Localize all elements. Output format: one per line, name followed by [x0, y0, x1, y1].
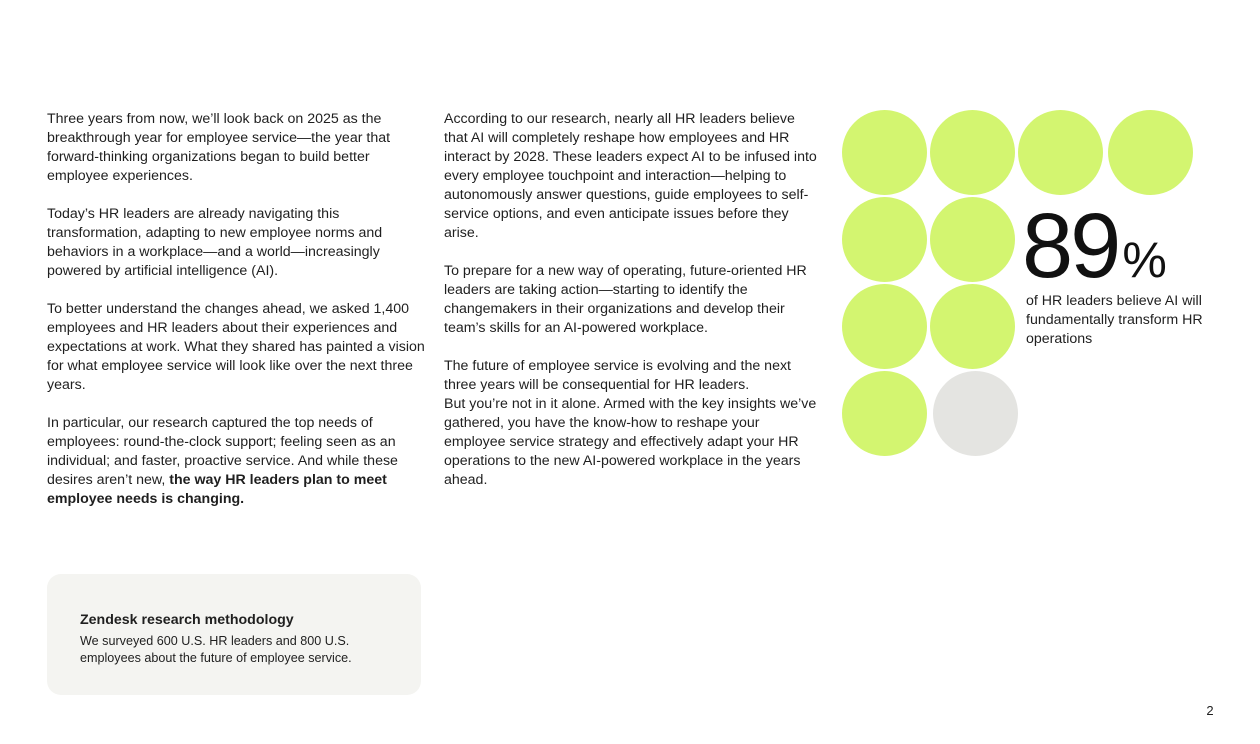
paragraph-text: In particular, our research captured the top needs of employees: round-the-clock support; feeling seen as an individual; and faster, proactive service. And while these desires aren’t new,	[47, 415, 398, 488]
stat-caption: of HR leaders believe AI will fundamentally transform HR operations	[1026, 293, 1203, 347]
filled-dot	[842, 197, 927, 282]
paragraph: Today’s HR leaders are already navigating this transformation, adapting to new employee norms and behaviors in a workplace—and a world—increasingly powered by artificial intelligence (AI).	[47, 206, 383, 279]
filled-dot	[930, 110, 1015, 195]
filled-dot	[842, 371, 927, 456]
paragraph-line: The future of employee service is evolving and the next three years will be consequential for HR leaders.	[444, 358, 791, 393]
filled-dot	[842, 110, 927, 195]
paragraph	[47, 414, 425, 509]
intro-column-middle	[444, 110, 822, 509]
stat-value	[1022, 195, 1167, 306]
filled-dot	[842, 284, 927, 369]
methodology-body: We surveyed 600 U.S. HR leaders and 800 U.S. employees about the future of employee service.	[80, 634, 352, 665]
paragraph: To better understand the changes ahead, we asked 1,400 employees and HR leaders about their experiences and expectations at work. What they shared has painted a vision for what employee service will look like over the next three years.	[47, 301, 425, 393]
intro-column-left	[47, 110, 425, 528]
methodology-title: Zendesk research methodology	[80, 612, 294, 628]
filled-dot	[930, 197, 1015, 282]
filled-dot	[930, 284, 1015, 369]
page-number: 2	[1206, 703, 1214, 718]
paragraph: According to our research, nearly all HR leaders believe that AI will completely reshape how employees and HR interact by 2028. These leaders expect AI to be infused into every employee touchpoint and interaction—helping to autonomously answer questions, guide employees to self-service options, and even anticipate issues before they arise.	[444, 111, 817, 241]
filled-dot	[1018, 110, 1103, 195]
methodology-box	[47, 574, 421, 695]
empty-dot	[933, 371, 1018, 456]
filled-dot	[1108, 110, 1193, 195]
emphasis-text: the way HR leaders plan to meet employee needs is changing.	[47, 472, 387, 507]
paragraph: Three years from now, we’ll look back on 2025 as the breakthrough year for employee service—the year that forward-thinking organizations began to build better employee experiences.	[47, 111, 391, 184]
stat-number: 89	[1022, 195, 1119, 297]
paragraph	[444, 357, 822, 490]
stat-unit: %	[1122, 232, 1167, 288]
paragraph: To prepare for a new way of operating, future-oriented HR leaders are taking action—starting to identify the changemakers in their organizations and develop their team’s skills for an AI-powered workplace.	[444, 263, 807, 336]
paragraph-line: But you’re not in it alone. Armed with the key insights we’ve gathered, you have the know-how to reshape your employee service strategy and effectively adapt your HR operations to the new AI-powered workplace in the years ahead.	[444, 396, 817, 488]
